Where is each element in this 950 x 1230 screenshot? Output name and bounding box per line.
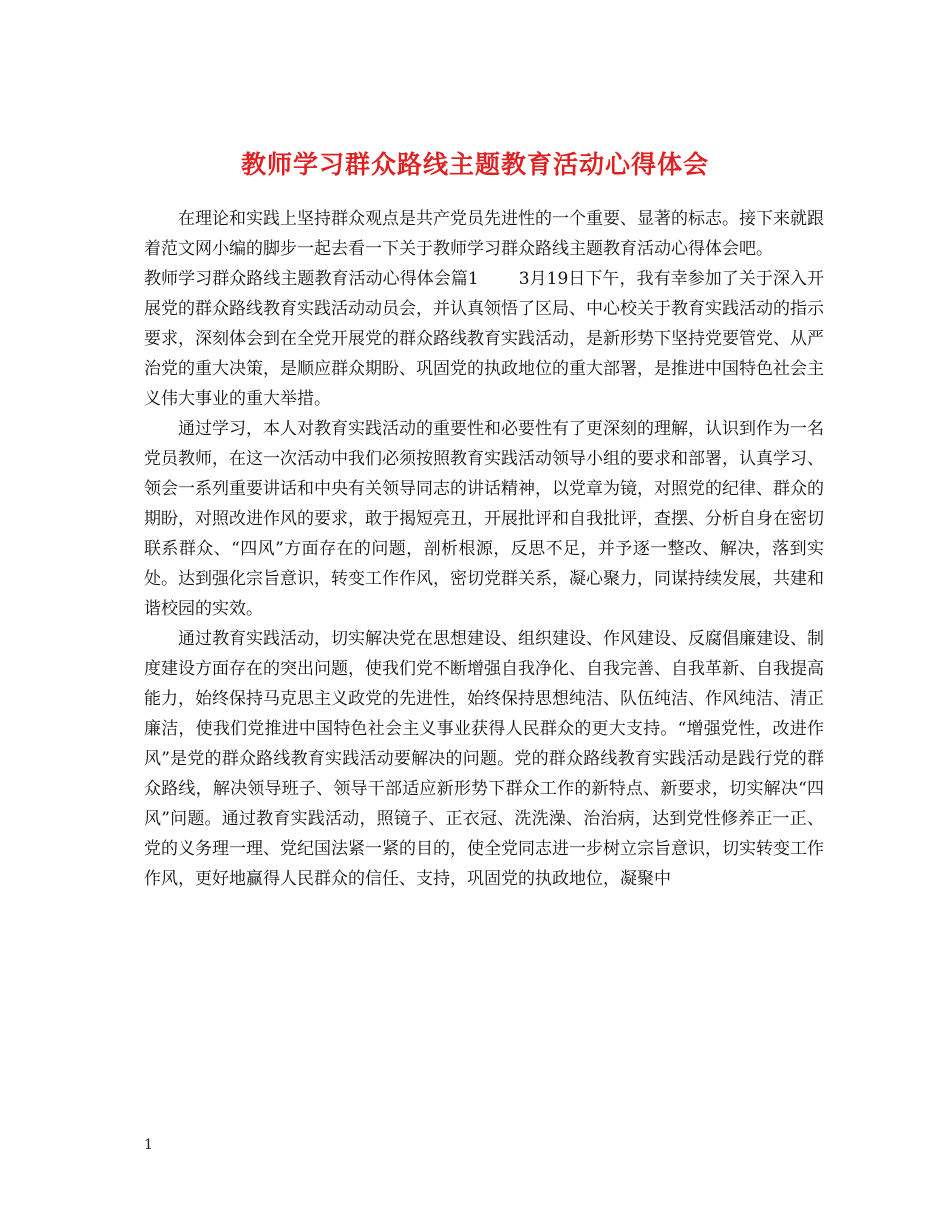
paragraph-2: 通过学习，本人对教育实践活动的重要性和必要性有了更深刻的理解，认识到作为一名党员教师，在这一次活动中我们必须按照教育实践活动领导小组的要求和部署，认真学习、领会一系列重要讲话和中央有关领导同志的讲话精神，以党章为镜，对照党的纪律、群众的期盼，对照改进作风的要求，敢于揭短亮丑，开展批评和自我批评，查摆、分析自身在密切联系群众、“四风”方面存在的问题，剖析根源，反思不足，并予逐一整改、解决，落到实处。达到强化宗旨意识，转变工作作风，密切党群关系，凝心聚力，同谋持续发展，共建和谐校园的实效。 [144, 419, 824, 619]
paragraph-1: 3月19日下午，我有幸参加了关于深入开展党的群众路线教育实践活动动员会，并认真领悟了区局、中心校关于教育实践活动的指示要求，深刻体会到在全党开展党的群众路线教育实践活动，是新形势下坚持党要管党、从严治党的重大决策，是顺应群众期盼、巩固党的执政地位的重大部署，是推进中国特色社会主义伟大事业的重大举措。 [144, 269, 824, 409]
section-heading: 教师学习群众路线主题教育活动心得体会篇1 [144, 269, 479, 289]
paragraph-3: 通过教育实践活动，切实解决党在思想建设、组织建设、作风建设、反腐倡廉建设、制度建设方面存在的突出问题，使我们党不断增强自我净化、自我完善、自我革新、自我提高能力，始终保持马克思主义政党的先进性，始终保持思想纯洁、队伍纯洁、作风纯洁、清正廉洁，使我们党推进中国特色社会主义事业获得人民群众的更大支持。“增强党性，改进作风”是党的群众路线教育实践活动要解决的问题。党的群众路线教育实践活动是践行党的群众路线，解决领导班子、领导干部适应新形势下群众工作的新特点、新要求，切实解决“四风”问题。通过教育实践活动，照镜子、正衣冠、洗洗澡、治治病，达到党性修养正一正、党的义务理一理、党纪国法紧一紧的目的，使全党同志进一步树立宗旨意识，切实转变工作作风，更好地赢得人民群众的信任、支持，巩固党的执政地位，凝聚中 [144, 629, 824, 889]
document-title: 教师学习群众路线主题教育活动心得体会 [240, 149, 709, 179]
intro-paragraph: 在理论和实践上坚持群众观点是共产党员先进性的一个重要、显著的标志。接下来就跟着范文网小编的脚步一起去看一下关于教师学习群众路线主题教育活动心得体会吧。 [144, 209, 824, 259]
document-body [144, 204, 824, 894]
section-paragraph [144, 264, 824, 414]
page-number: 1 [144, 1137, 153, 1153]
